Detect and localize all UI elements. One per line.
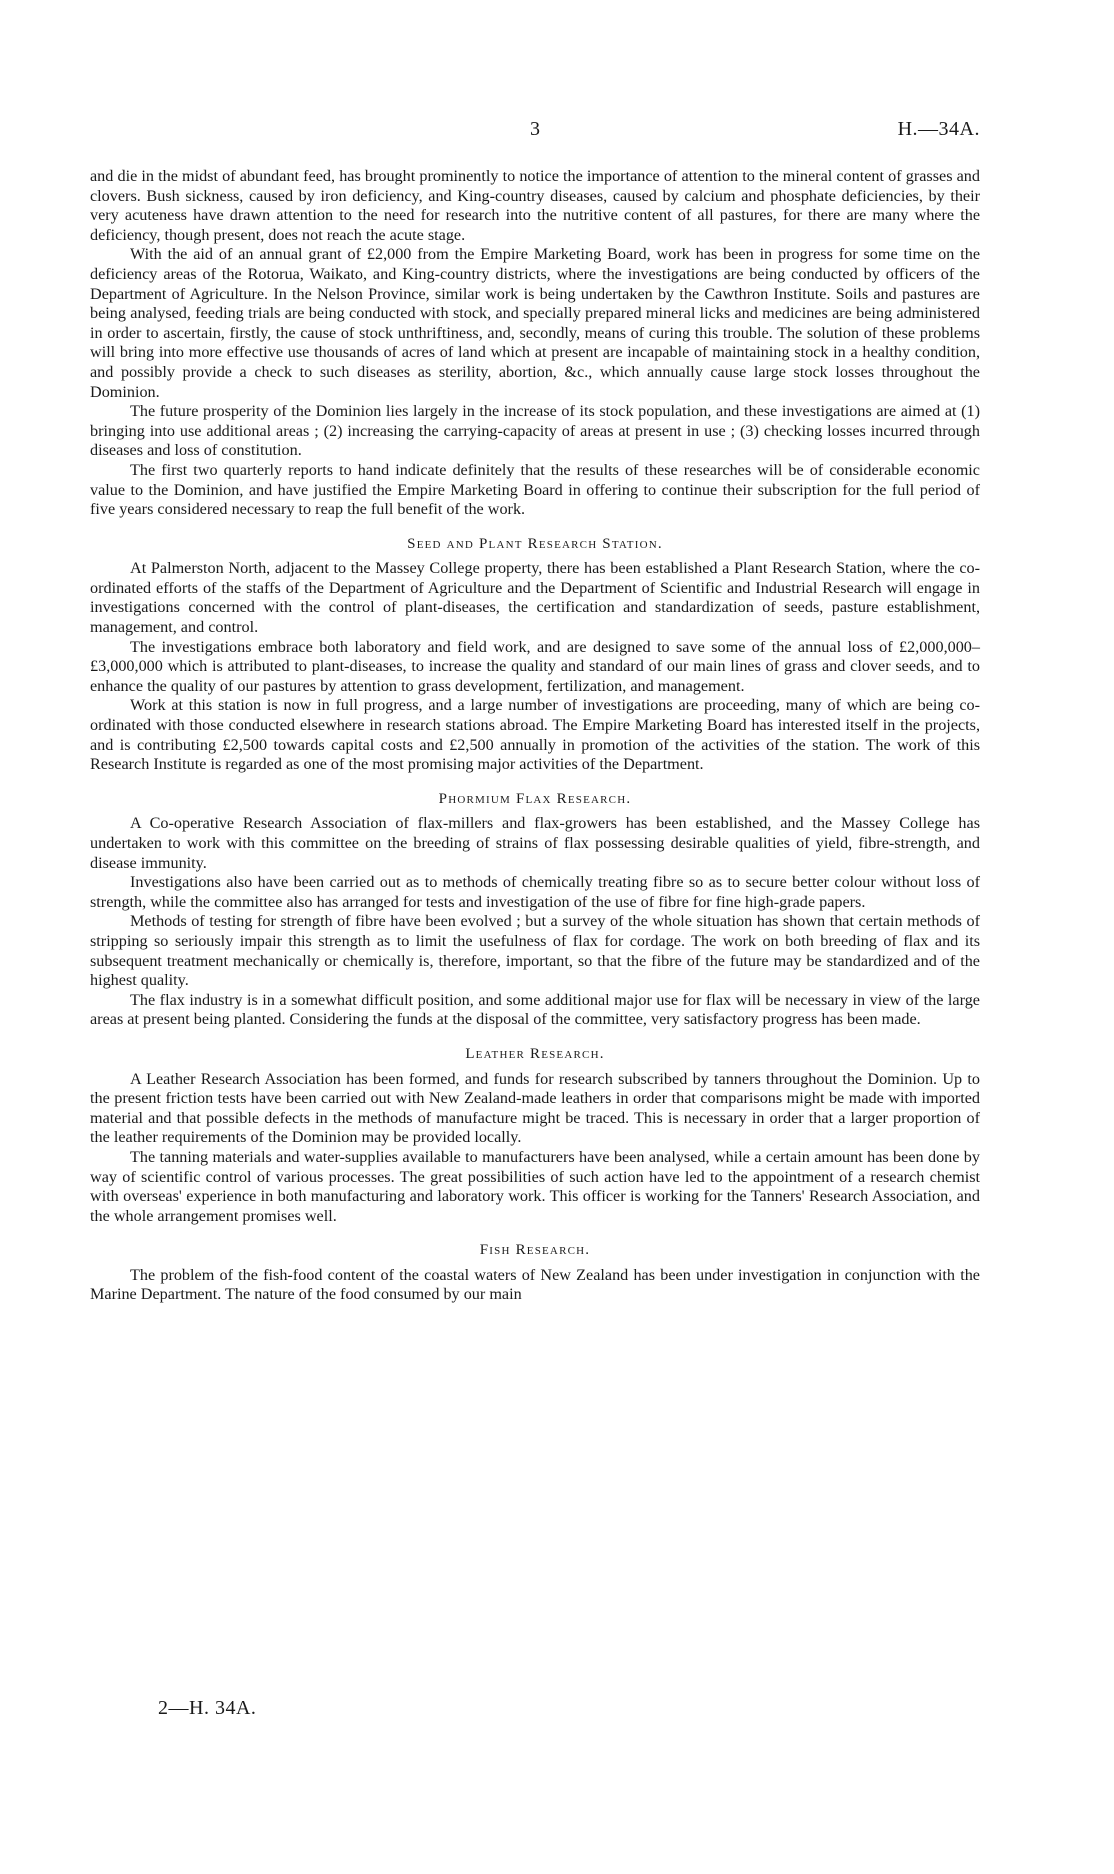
paragraph: A Leather Research Association has been formed, and funds for research subscribed by tanners throughout the Dominion. Up to the present friction tests have been carried out with New Zealand-made leathers in order that comparisons might be made with imported material and that possible defects in the methods of manufacture might be traced. This is necessary in order that a larger proportion of the leather requirements of the Dominion may be provided locally. (90, 1069, 980, 1147)
paragraph: Work at this station is now in full progress, and a large number of investigations are proceeding, many of which are being co-ordinated with those conducted elsewhere in research stations abroad. The Empire Marketing Board has interested itself in the projects, and is contributing £2,500 towards capital costs and £2,500 annually in promotion of the activities of the station. The work of this Research Institute is regarded as one of the most promising major activities of the Department. (90, 696, 980, 774)
paragraph: Methods of testing for strength of fibre have been evolved ; but a survey of the whole situation has shown that certain methods of stripping so seriously impair this strength as to limit the usefulness of flax for cordage. The work on both breeding of flax and its subsequent treatment mechanically or chemically is, therefore, important, so that the fibre of the future may be standardized and of the highest quality. (90, 912, 980, 990)
paragraph: The investigations embrace both laboratory and field work, and are designed to save some of the annual loss of £2,000,000–£3,000,000 which is attributed to plant-diseases, to increase the quality and standard of our main lines of grass and clover seeds, and to enhance the quality of our pastures by attention to grass development, fertilization, and management. (90, 637, 980, 695)
document-reference: H.—34A. (897, 118, 980, 140)
paragraph: With the aid of an annual grant of £2,000 from the Empire Marketing Board, work has been in progress for some time on the deficiency areas of the Rotorua, Waikato, and King-country districts, where the investigations are being conducted by officers of the Department of Agriculture. In the Nelson Province, similar work is being undertaken by the Cawthron Institute. Soils and pastures are being analysed, feeding trials are being conducted with stock, and specially prepared mineral licks and medicines are being administered in order to ascertain, firstly, the cause of stock unthriftiness, and, secondly, means of curing this trouble. The solution of these problems will bring into more effective use thousands of acres of land which at present are incapable of maintaining stock in a healthy condition, and possibly provide a check to such diseases as sterility, abortion, &c., which annually cause large stock losses throughout the Dominion. (90, 245, 980, 401)
section-heading-seed-plant: Seed and Plant Research Station. (407, 535, 663, 552)
paragraph: At Palmerston North, adjacent to the Massey College property, there has been established a Plant Research Station, where the co-ordinated efforts of the staffs of the Department of Agriculture and the Department of Scientific and Industrial Research will engage in investigations concerned with the control of plant-diseases, the certification and standardization of seeds, pasture establishment, management, and control. (90, 559, 980, 637)
section-heading-phormium-flax: Phormium Flax Research. (438, 790, 632, 807)
section-heading-leather: Leather Research. (465, 1045, 605, 1062)
paragraph: The first two quarterly reports to hand indicate definitely that the results of these researches will be of considerable economic value to the Dominion, and have justified the Empire Marketing Board in offering to continue their subscription for the full period of five years considered necessary to reap the full benefit of the work. (90, 460, 980, 519)
paragraph: The flax industry is in a somewhat difficult position, and some additional major use for flax will be necessary in view of the large areas at present being planted. Considering the funds at the disposal of the committee, very satisfactory progress has been made. (90, 990, 980, 1029)
paragraph: A Co-operative Research Association of flax-millers and flax-growers has been established, and the Massey College has undertaken to work with this committee on the breeding of strains of flax possessing desirable qualities of yield, fibre-strength, and disease immunity. (90, 814, 980, 872)
page-number: 3 (530, 118, 540, 140)
paragraph: The future prosperity of the Dominion lies largely in the increase of its stock population, and these investigations are aimed at (1) bringing into use additional areas ; (2) increasing the carrying-capacity of areas at present in use ; (3) checking losses incurred through diseases and loss of constitution. (90, 402, 980, 460)
document-body (90, 167, 980, 1305)
section-heading-fish: Fish Research. (479, 1242, 591, 1259)
paragraph: The problem of the fish-food content of the coastal waters of New Zealand has been under investigation in conjunction with the Marine Department. The nature of the food consumed by our main (90, 1265, 980, 1304)
paragraph: and die in the midst of abundant feed, has brought prominently to notice the importance of attention to the mineral content of grasses and clovers. Bush sickness, caused by iron deficiency, and King-country diseases, caused by calcium and phosphate deficiencies, by their very acuteness have drawn attention to the need for research into the nutritive content of all pastures, for there are many where the deficiency, though present, does not reach the acute stage. (90, 167, 980, 244)
paragraph: Investigations also have been carried out as to methods of chemically treating fibre so as to secure better colour without loss of strength, while the committee also has arranged for tests and investigation of the use of fibre for fine high-grade papers. (90, 873, 980, 911)
paragraph: The tanning materials and water-supplies available to manufacturers have been analysed, while a certain amount has been done by way of scientific control of various processes. The great possibilities of such action have led to the appointment of a research chemist with overseas' experience in both manufacturing and laboratory work. This officer is working for the Tanners' Research Association, and the whole arrangement promises well. (90, 1147, 980, 1225)
page-header (90, 118, 980, 148)
signature-mark: 2—H. 34A. (158, 1697, 257, 1719)
